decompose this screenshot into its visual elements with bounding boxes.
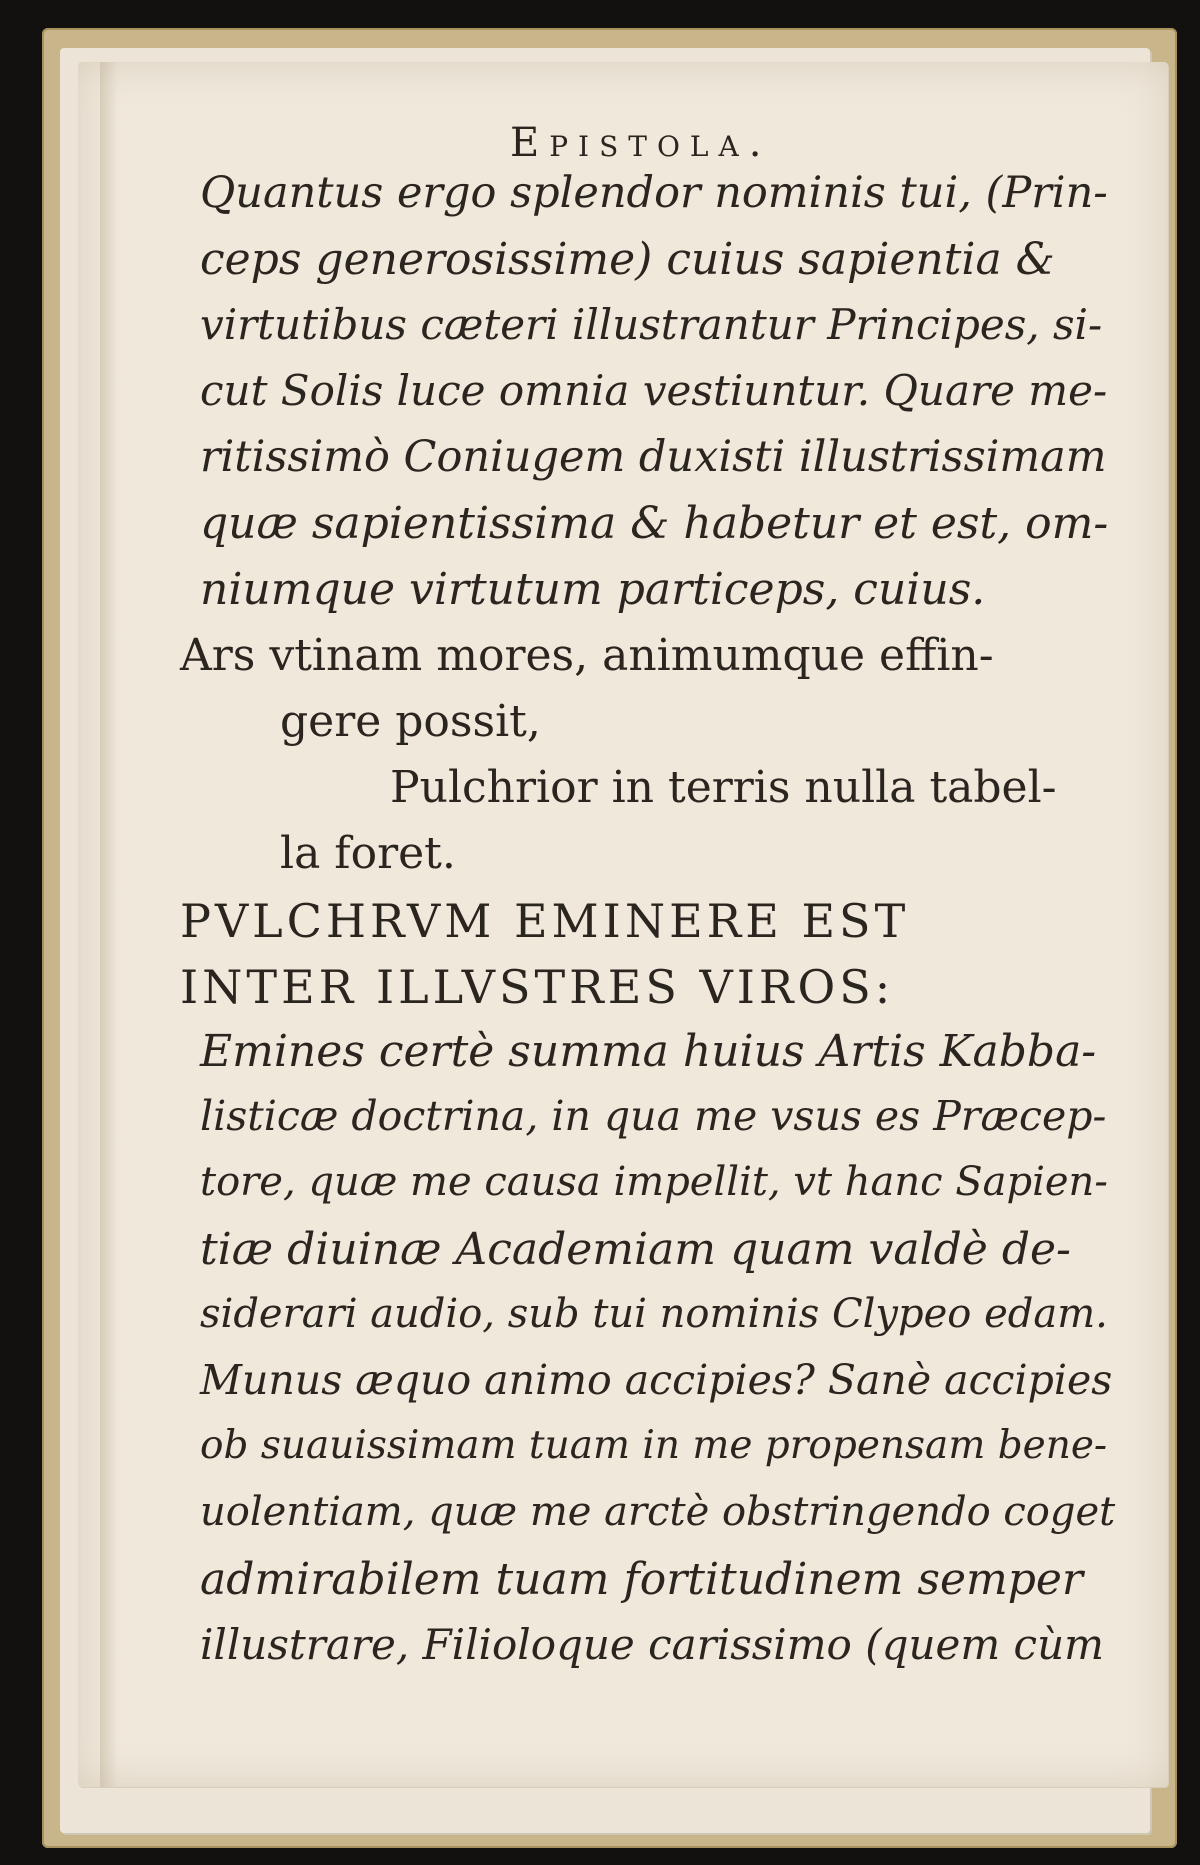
motto-line: INTER ILLVSTRES VIROS: xyxy=(180,960,895,1014)
text-line: admirabilem tuam fortitudinem semper xyxy=(200,1554,1083,1605)
running-head: Epistola. xyxy=(510,120,772,166)
page-edge xyxy=(100,62,118,1787)
text-line: niumque virtutum particeps, cuius. xyxy=(200,564,986,615)
text-line: siderari audio, sub tui nominis Clypeo edam. xyxy=(200,1291,1108,1337)
text-line: cut Solis luce omnia vestiuntur. Quare me- xyxy=(200,366,1108,415)
text-line: ob suauissimam tuam in me propensam bene- xyxy=(200,1423,1108,1468)
text-line: Quantus ergo splendor nominis tui, (Prin- xyxy=(200,168,1108,218)
verse-line: Pulchrior in terris nulla tabel- xyxy=(390,762,1057,813)
verse-line: gere possit, xyxy=(280,696,541,747)
text-line: tiæ diuinæ Academiam quam valdè de- xyxy=(200,1224,1071,1275)
text-line: ritissimò Coniugem duxisti illustrissimam xyxy=(200,432,1107,482)
text-line: virtutibus cæteri illustrantur Principes, si- xyxy=(200,300,1103,349)
text-line: listicæ doctrina, in qua me vsus es Præcep- xyxy=(200,1092,1107,1140)
text-line: illustrare, Filioloque carissimo (quem cùm xyxy=(200,1620,1104,1669)
text-line: ceps generosissime) cuius sapientia & xyxy=(200,234,1055,285)
text-line: Munus æquo animo accipies? Sanè accipies xyxy=(200,1356,1113,1404)
verse-line: la foret. xyxy=(280,828,456,879)
text-line: uolentiam, quæ me arctè obstringendo coget xyxy=(200,1489,1116,1535)
motto-line: PVLCHRVM EMINERE EST xyxy=(180,894,910,948)
text-line: Emines certè summa huius Artis Kabba- xyxy=(200,1026,1097,1077)
verse-line: Ars vtinam mores, animumque effin- xyxy=(180,630,994,681)
text-line: tore, quæ me causa impellit, vt hanc Sapien- xyxy=(200,1159,1108,1205)
text-line: quæ sapientissima & habetur et est, om- xyxy=(200,498,1109,549)
